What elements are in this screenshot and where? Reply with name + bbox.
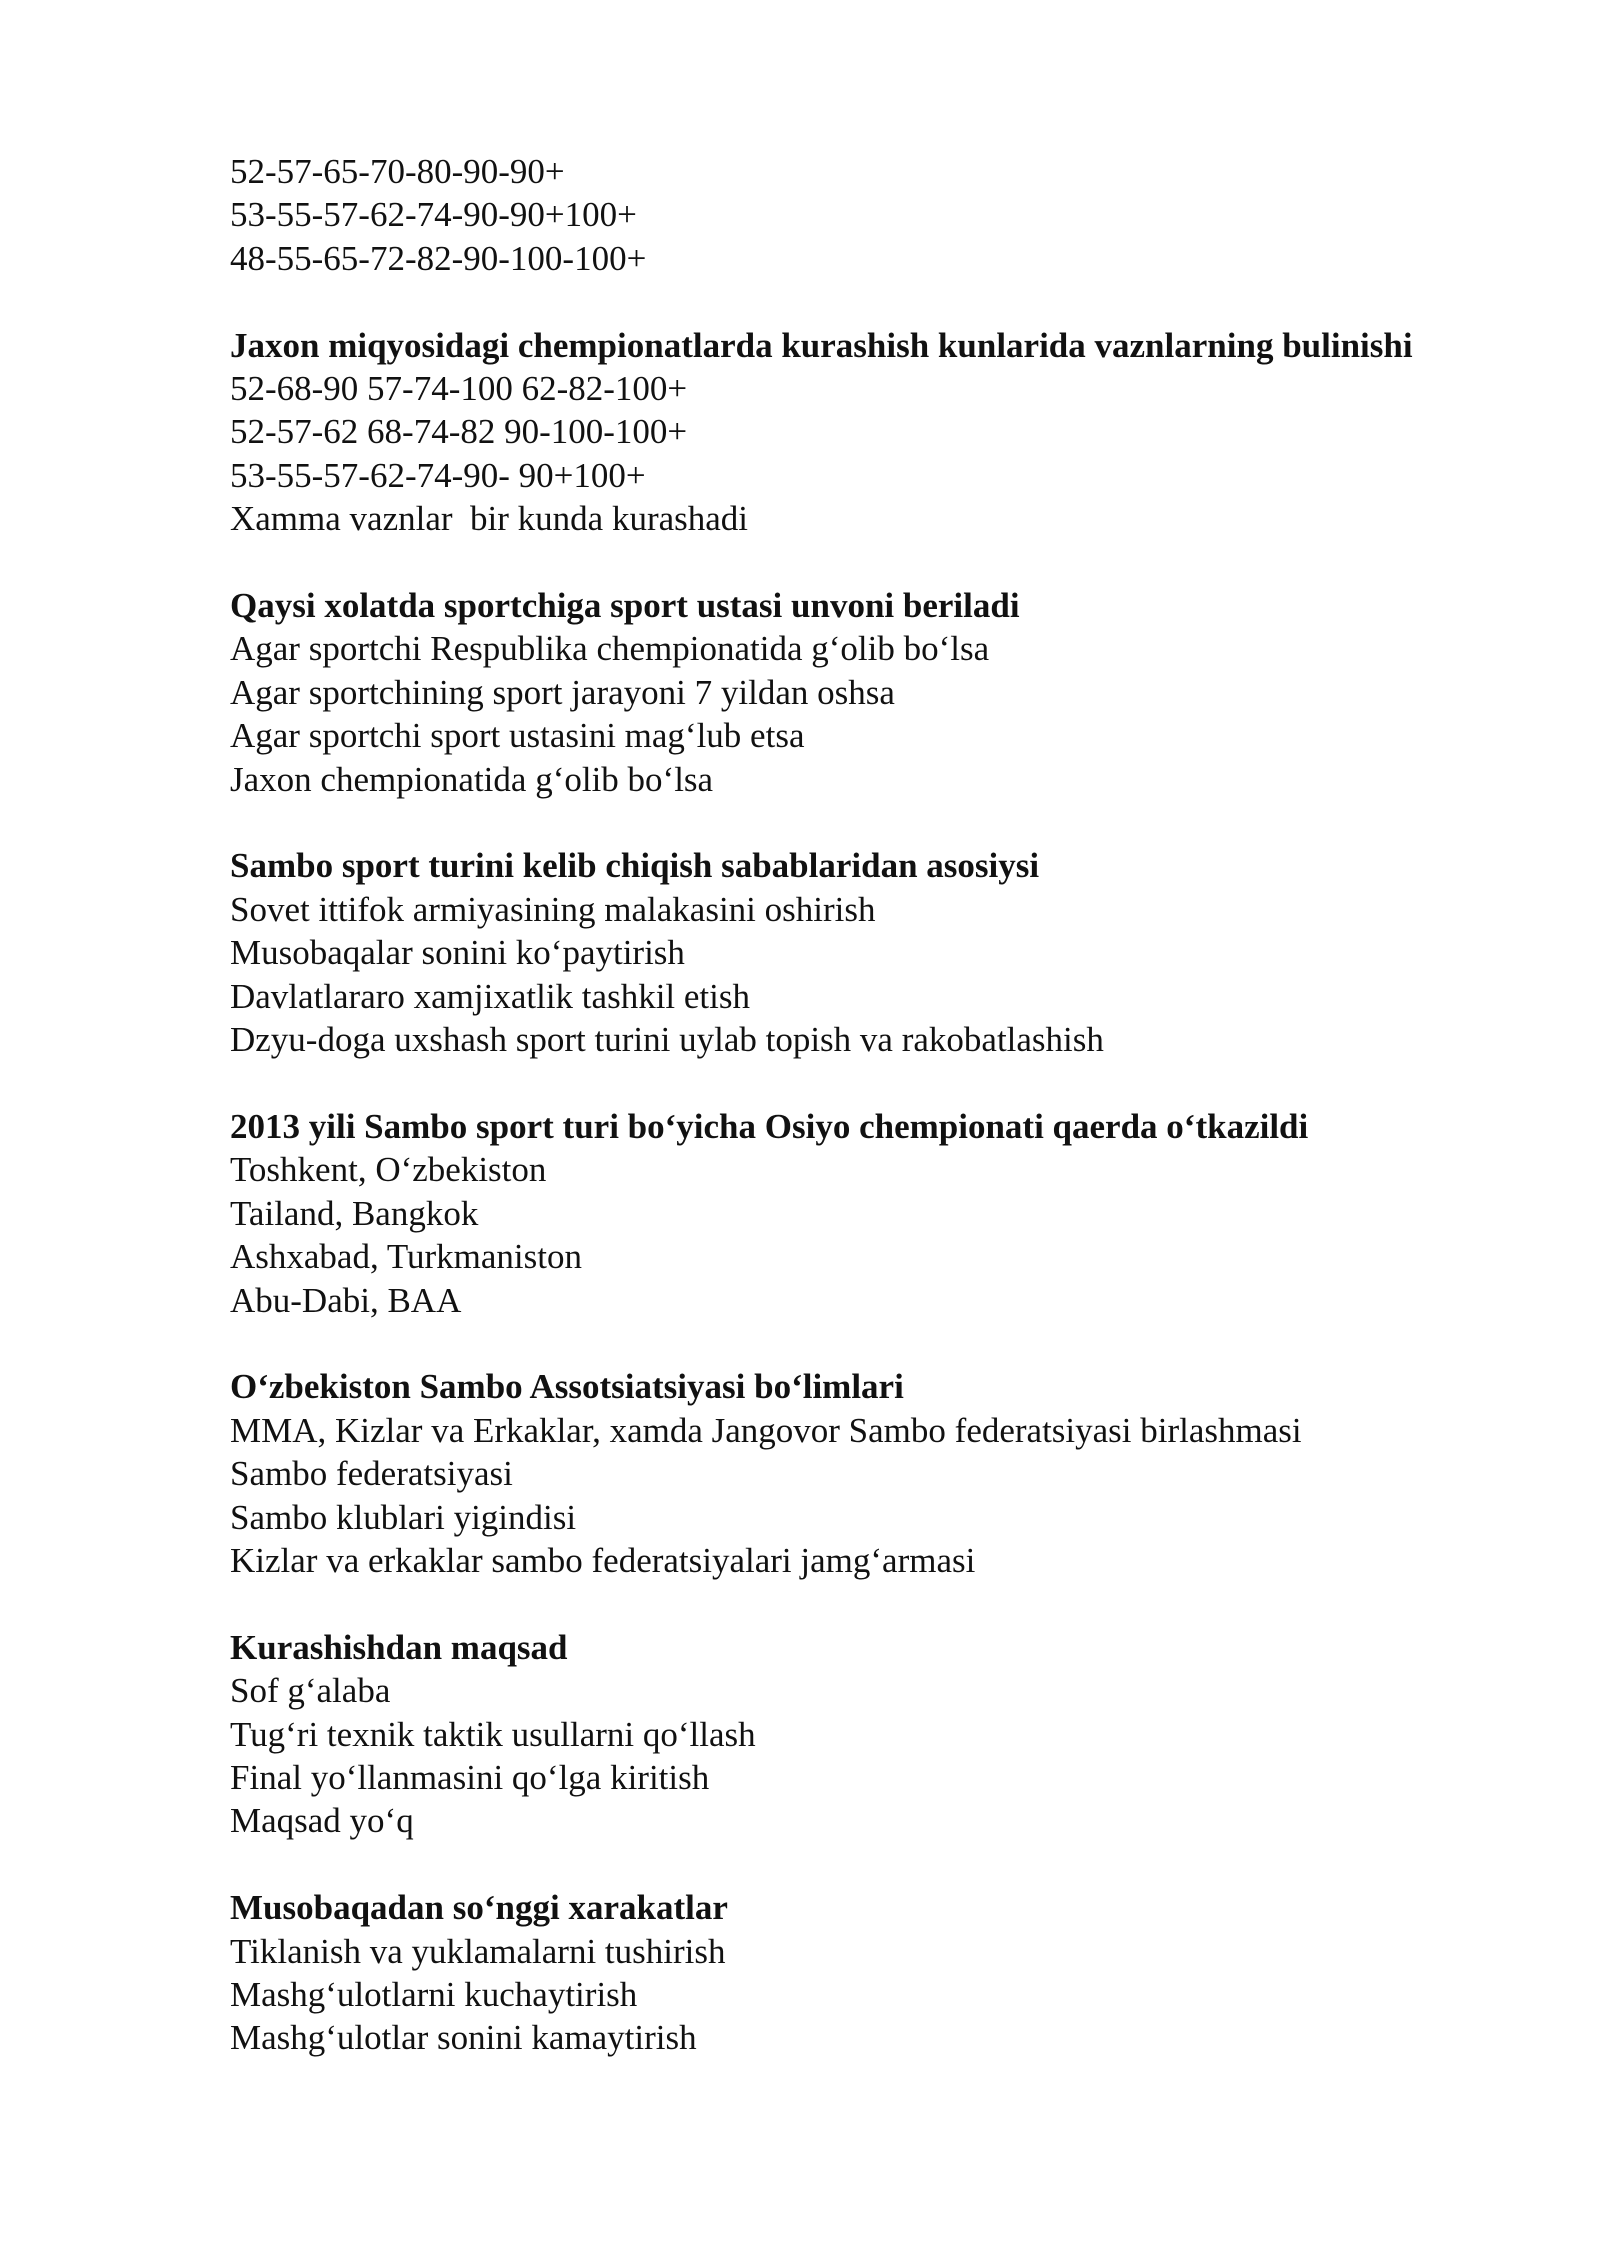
intro-line: 48-55-65-72-82-90-100-100+ [230, 238, 647, 278]
intro-line: 52-57-65-70-80-90-90+ [230, 152, 565, 191]
intro-line: 53-55-57-62-74-90-90+100+ [230, 195, 637, 235]
intro-block [230, 150, 1440, 280]
spacer [230, 1843, 1440, 1886]
answer-option: Abu-Dabi, BAA [230, 1280, 462, 1320]
answer-option: Mashg‘ulotlarni kuchaytirish [230, 1974, 638, 2014]
question-heading: O‘zbekiston Sambo Assotsiatsiyasi bo‘limlari [230, 1367, 904, 1407]
answer-option: MMA, Kizlar va Erkaklar, xamda Jangovor Sambo federatsiyasi birlashmasi [230, 1410, 1302, 1450]
answer-option: 53-55-57-62-74-90- 90+100+ [230, 455, 646, 495]
answer-option: 52-57-62 68-74-82 90-100-100+ [230, 412, 688, 452]
answer-option: Sovet ittifok armiyasining malakasini oshirish [230, 889, 876, 929]
question-block [230, 844, 1440, 1061]
spacer [230, 280, 1440, 323]
answer-option: Kizlar va erkaklar sambo federatsiyalari jamg‘armasi [230, 1540, 976, 1580]
spacer [230, 801, 1440, 844]
question-heading: Kurashishdan maqsad [230, 1627, 568, 1667]
answer-option: Tiklanish va yuklamalarni tushirish [230, 1931, 726, 1971]
question-block [230, 1105, 1440, 1322]
answer-option: Tug‘ri texnik taktik usullarni qo‘llash [230, 1714, 756, 1754]
answer-option: Musobaqalar sonini ko‘paytirish [230, 933, 685, 973]
answer-option: Mashg‘ulotlar sonini kamaytirish [230, 2018, 697, 2058]
answer-option: Sambo klublari yigindisi [230, 1497, 577, 1537]
question-heading: Qaysi xolatda sportchiga sport ustasi unvoni beriladi [230, 586, 1020, 626]
answer-option: Tailand, Bangkok [230, 1193, 479, 1233]
spacer [230, 1061, 1440, 1104]
answer-option: Jaxon chempionatida g‘olib bo‘lsa [230, 759, 714, 799]
answer-option: Dzyu-doga uxshash sport turini uylab topish va rakobatlashish [230, 1020, 1104, 1060]
question-heading: Musobaqadan so‘nggi xarakatlar [230, 1888, 728, 1928]
answer-option: Ashxabad, Turkmaniston [230, 1237, 582, 1277]
question-block [230, 584, 1440, 801]
question-block [230, 1626, 1440, 1843]
spacer [230, 541, 1440, 584]
spacer [230, 1582, 1440, 1625]
question-block [230, 324, 1440, 541]
answer-option: Agar sportchi sport ustasini mag‘lub etsa [230, 716, 805, 756]
answer-option: Toshkent, O‘zbekiston [230, 1150, 547, 1190]
answer-option: Maqsad yo‘q [230, 1801, 414, 1841]
question-block [230, 1886, 1440, 2060]
answer-option: Final yo‘llanmasini qo‘lga kiritish [230, 1757, 710, 1797]
question-heading: Sambo sport turini kelib chiqish sabablaridan asosiysi [230, 846, 1040, 886]
spacer [230, 1322, 1440, 1365]
question-heading: 2013 yili Sambo sport turi bo‘yicha Osiyo chempionati qaerda o‘tkazildi [230, 1106, 1309, 1146]
question-block [230, 1365, 1440, 1582]
answer-option: Davlatlararo xamjixatlik tashkil etish [230, 976, 750, 1016]
answer-option: Agar sportchi Respublika chempionatida g‘olib bo‘lsa [230, 629, 990, 669]
answer-option: Sof g‘alaba [230, 1671, 391, 1711]
answer-option: Xamma vaznlar bir kunda kurashadi [230, 499, 749, 539]
answer-option: 52-68-90 57-74-100 62-82-100+ [230, 369, 688, 409]
answer-option: Sambo federatsiyasi [230, 1454, 513, 1494]
answer-option: Agar sportchining sport jarayoni 7 yildan oshsa [230, 672, 895, 712]
question-heading: Jaxon miqyosidagi chempionatlarda kurashish kunlarida vaznlarning bulinishi [230, 325, 1413, 365]
